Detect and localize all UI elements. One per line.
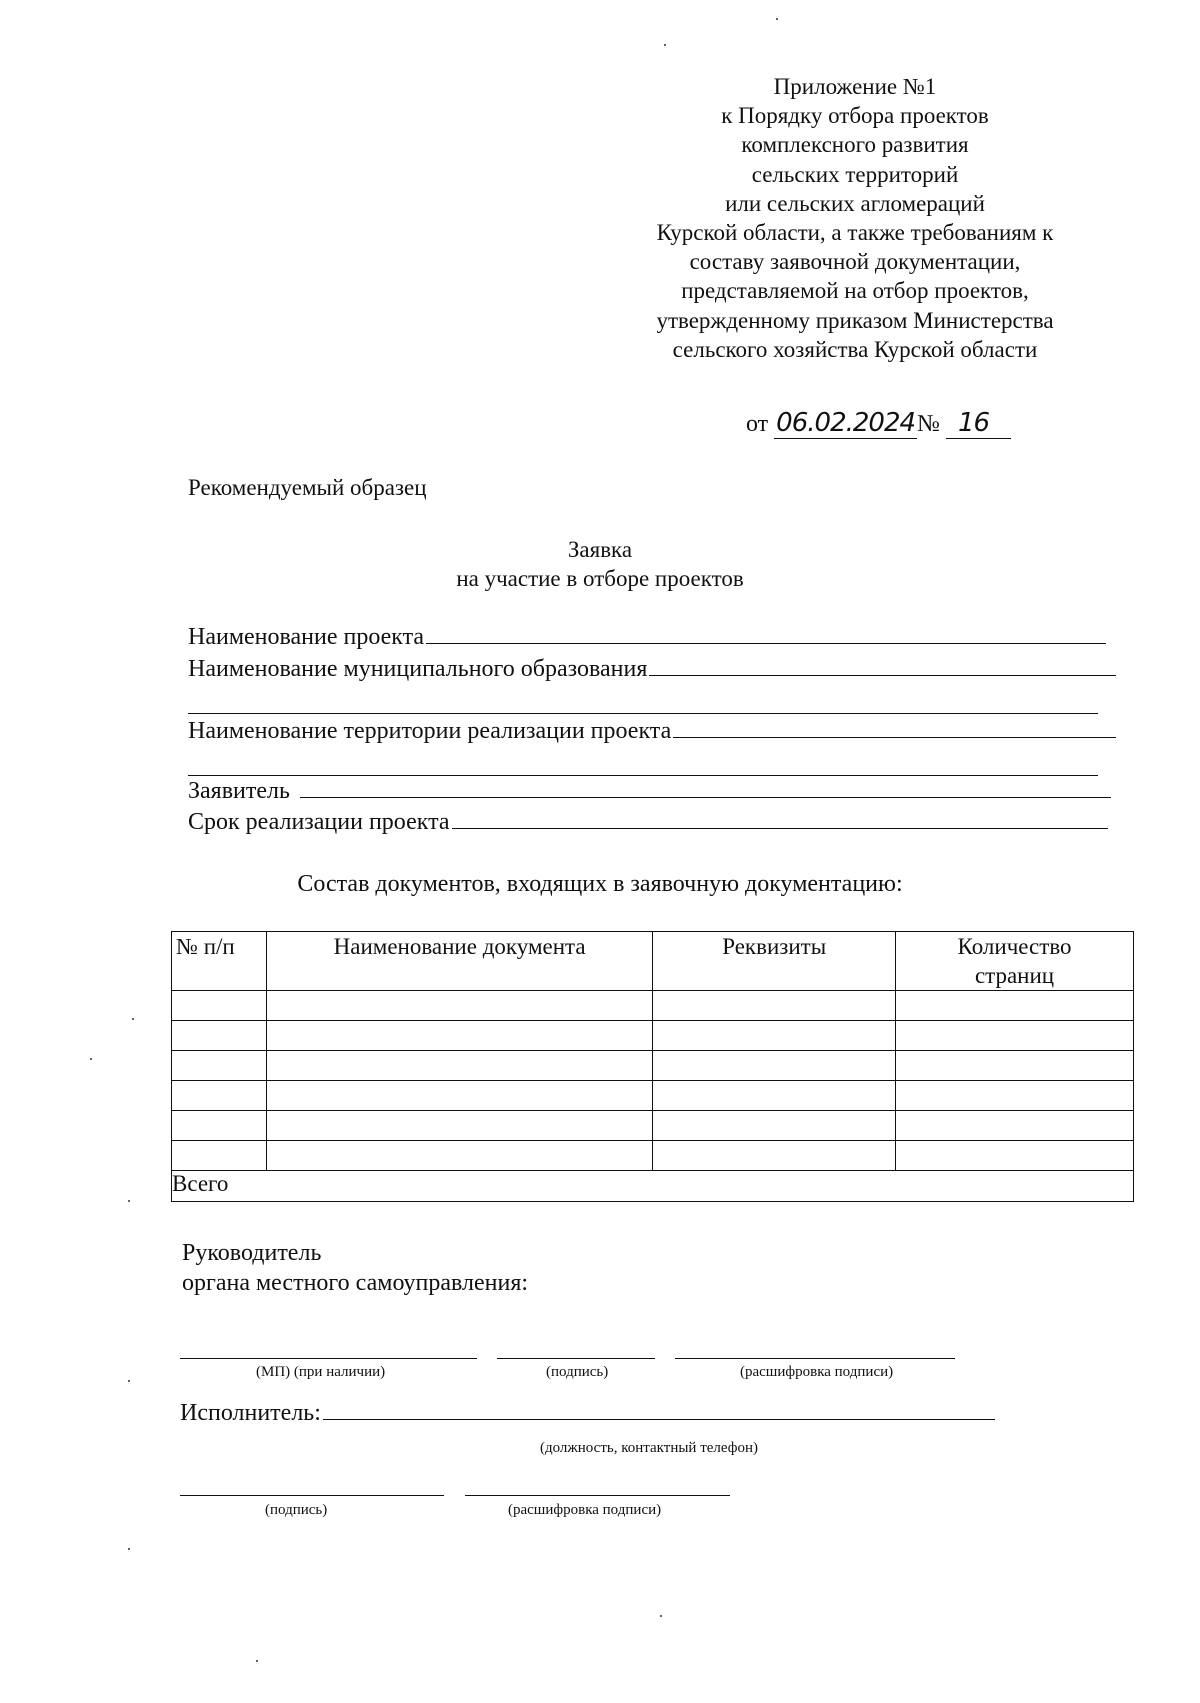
appendix-line: составу заявочной документации, <box>689 249 1021 275</box>
table-cell[interactable] <box>172 991 267 1021</box>
stamp-line[interactable] <box>180 1358 477 1359</box>
executor-signature-label: (подпись) <box>265 1502 328 1518</box>
header-document-name: Наименование документа <box>266 932 653 991</box>
head-title-line1: Руководитель <box>182 1240 322 1266</box>
executor-label: Исполнитель: <box>180 1400 321 1426</box>
table-cell[interactable] <box>896 991 1134 1021</box>
table-cell[interactable] <box>896 1081 1134 1111</box>
municipality-line <box>649 674 1116 676</box>
table-cell[interactable] <box>172 1141 267 1171</box>
territory-line <box>673 736 1116 738</box>
scan-speck <box>128 1548 130 1550</box>
appendix-line: представляемой на отбор проектов, <box>681 278 1029 304</box>
table-cell[interactable] <box>653 1141 896 1171</box>
head-signature-label: (подпись) <box>546 1364 609 1380</box>
appendix-line: Курской области, а также требованиям к <box>656 220 1054 246</box>
head-decode-label: (расшифровка подписи) <box>740 1364 894 1380</box>
appendix-line: сельского хозяйства Курской области <box>672 336 1038 362</box>
head-decode-line[interactable] <box>675 1358 955 1359</box>
table-cell[interactable] <box>172 1081 267 1111</box>
form-title: Заявка <box>567 537 633 562</box>
territory-field[interactable] <box>188 718 1116 745</box>
term-label: Срок реализации проекта <box>188 809 450 835</box>
term-line <box>452 827 1108 829</box>
project-name-field[interactable] <box>188 624 1106 651</box>
handwritten-number: 16 <box>946 408 1011 439</box>
head-signature-line[interactable] <box>497 1358 655 1359</box>
table-row <box>172 1081 1134 1111</box>
territory-label: Наименование территории реализации проекта <box>188 718 672 744</box>
municipality-field[interactable] <box>188 656 1116 683</box>
table-cell[interactable] <box>653 1111 896 1141</box>
table-row <box>172 1021 1134 1051</box>
table-cell[interactable] <box>653 991 896 1021</box>
table-cell[interactable] <box>266 1081 653 1111</box>
header-pages: Количество страниц <box>896 932 1134 991</box>
executor-hint: (должность, контактный телефон) <box>540 1440 758 1456</box>
table-cell[interactable] <box>653 1021 896 1051</box>
applicant-line <box>300 796 1111 798</box>
table-cell[interactable] <box>653 1081 896 1111</box>
scan-speck <box>132 1018 134 1020</box>
executor-field[interactable] <box>180 1400 995 1427</box>
scan-speck <box>256 1660 258 1662</box>
table-row <box>172 1111 1134 1141</box>
appendix-line: утвержденному приказом Министерства <box>656 307 1054 333</box>
territory-extra-line <box>188 775 1098 776</box>
table-cell[interactable] <box>266 1051 653 1081</box>
head-title-line2: органа местного самоуправления: <box>182 1270 529 1296</box>
project-name-line <box>426 642 1106 644</box>
stamp-label: (МП) (при наличии) <box>256 1364 386 1380</box>
scan-speck <box>776 18 778 20</box>
scan-speck <box>90 1058 92 1060</box>
number-prefix: № <box>917 411 940 437</box>
table-cell[interactable] <box>266 991 653 1021</box>
municipality-extra-line <box>188 713 1098 714</box>
table-cell[interactable] <box>896 1111 1134 1141</box>
scan-speck <box>660 1615 662 1617</box>
scan-speck <box>128 1200 130 1202</box>
scan-speck <box>664 44 666 46</box>
sample-label: Рекомендуемый образец <box>188 475 427 500</box>
appendix-line: или сельских агломераций <box>725 190 985 216</box>
executor-decode-label: (расшифровка подписи) <box>508 1502 662 1518</box>
table-total-row <box>172 1171 1134 1202</box>
date-prefix: от <box>746 411 769 437</box>
project-name-label: Наименование проекта <box>188 624 425 650</box>
documents-table <box>171 931 1134 1202</box>
header-requisites: Реквизиты <box>653 932 896 991</box>
appendix-line: комплексного развития <box>741 132 969 158</box>
executor-decode-line[interactable] <box>465 1495 730 1496</box>
table-cell[interactable] <box>172 1021 267 1051</box>
appendix-line: сельских территорий <box>751 161 959 187</box>
header-number: № п/п <box>172 932 267 991</box>
scan-speck <box>128 1380 130 1382</box>
table-cell[interactable] <box>896 1021 1134 1051</box>
applicant-label: Заявитель <box>188 778 290 804</box>
table-header-row <box>172 932 1134 991</box>
table-cell[interactable] <box>266 1021 653 1051</box>
table-row <box>172 991 1134 1021</box>
executor-line <box>323 1419 995 1420</box>
table-cell[interactable] <box>896 1051 1134 1081</box>
table-row <box>172 1051 1134 1081</box>
table-cell[interactable] <box>896 1141 1134 1171</box>
executor-signature-line[interactable] <box>180 1495 444 1496</box>
form-subtitle: на участие в отборе проектов <box>456 566 744 591</box>
applicant-field[interactable] <box>188 778 1111 805</box>
documents-heading: Состав документов, входящих в заявочную документацию: <box>297 871 903 897</box>
total-label: Всего <box>172 1171 1134 1202</box>
order-date-line <box>746 408 1011 439</box>
term-field[interactable] <box>188 809 1108 836</box>
table-cell[interactable] <box>172 1111 267 1141</box>
appendix-line: к Порядку отбора проектов <box>721 103 989 129</box>
table-cell[interactable] <box>653 1051 896 1081</box>
table-row <box>172 1141 1134 1171</box>
handwritten-date: 06.02.2024 <box>776 408 916 438</box>
appendix-header <box>620 72 1090 364</box>
table-cell[interactable] <box>172 1051 267 1081</box>
municipality-label: Наименование муниципального образования <box>188 656 648 682</box>
table-cell[interactable] <box>266 1141 653 1171</box>
table-cell[interactable] <box>266 1111 653 1141</box>
appendix-line: Приложение №1 <box>773 74 937 99</box>
